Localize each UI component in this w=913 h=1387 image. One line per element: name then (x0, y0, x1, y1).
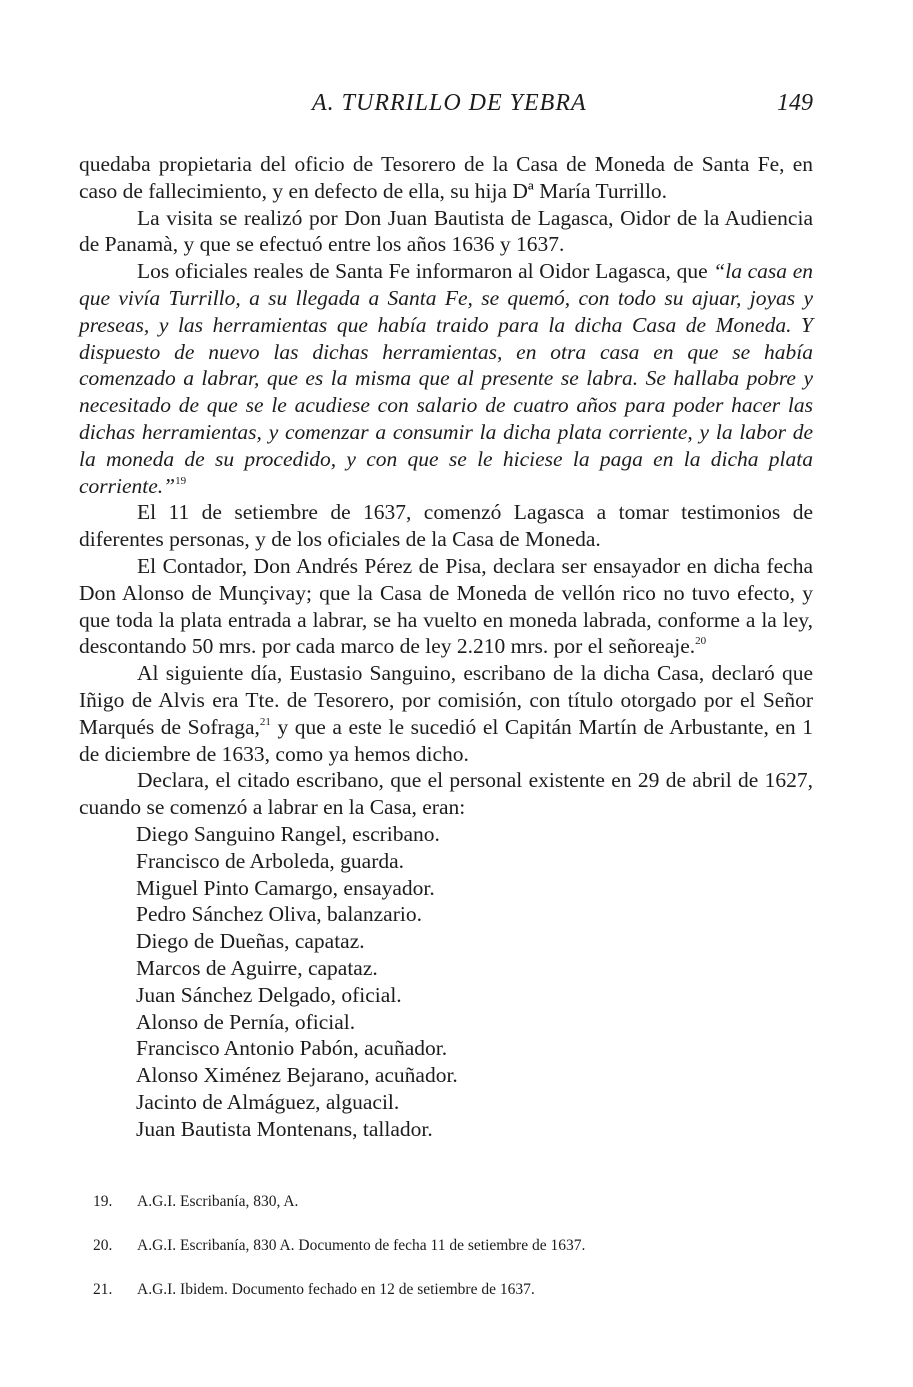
staff-item: Jacinto de Almáguez, alguacil. (136, 1089, 400, 1114)
footnote-21 (93, 1281, 813, 1325)
paragraph-4: El 11 de setiembre de 1637, comenzó Lagasca a tomar testimonios de diferentes personas, y de los oficiales de la Casa de Moneda. (79, 500, 813, 552)
footnote-ref-20: 20 (695, 635, 707, 648)
page-number: 149 (777, 90, 813, 116)
staff-item: Miguel Pinto Camargo, ensayador. (136, 875, 435, 900)
staff-item: Pedro Sánchez Oliva, balanzario. (136, 902, 422, 927)
footnote-text: A.G.I. Escribanía, 830, A. (137, 1193, 299, 1210)
staff-list (79, 821, 813, 1143)
footnote-20 (93, 1237, 813, 1281)
staff-item: Juan Sánchez Delgado, oficial. (136, 982, 402, 1007)
staff-item: Francisco de Arboleda, guarda. (136, 848, 405, 873)
paragraph-6-text-b: y que a este le sucedió el Capitán Martín de Arbustante, en 1 de diciembre de 1633, como ya hemos dicho. (79, 714, 814, 766)
footnote-number: 20. (93, 1237, 113, 1254)
footnotes (93, 1193, 813, 1325)
paragraph-2: La visita se realizó por Don Juan Bautista de Lagasca, Oidor de la Audiencia de Panamà, y que se efectuó entre los años 1636 y 1637. (79, 205, 813, 257)
archival-quote: “la casa en que vivía Turrillo, a su llegada a Santa Fe, se quemó, con todo su ajuar, joyas y preseas, y las herramientas que había traido para la dicha Casa de Moneda. Y dispuesto de nuevo las dichas herramientas, en otra casa en que se había comenzado a labrar, que es la misma que al presente se labra. Se hallaba pobre y necesitado de que se le acudiese con salario de cuatro años para poder hacer las dichas herramientas, y comenzar a consumir la dicha plata corriente, y la labor de la moneda de su procedido, y con que se le hiciese la paga en la dicha plata corriente.” (79, 259, 813, 498)
paragraph-1: quedaba propietaria del oficio de Tesorero de la Casa de Moneda de Santa Fe, en caso de fallecimiento, y en defecto de ella, su hija Dª María Turrillo. (79, 152, 813, 203)
running-title: A. TURRILLO DE YEBRA (312, 90, 587, 116)
staff-item: Francisco Antonio Pabón, acuñador. (136, 1036, 448, 1061)
staff-item: Marcos de Aguirre, capataz. (136, 955, 378, 980)
staff-item: Diego de Dueñas, capataz. (136, 929, 365, 954)
paragraph-3-intro: Los oficiales reales de Santa Fe informaron al Oidor Lagasca, que (137, 259, 714, 284)
paragraph-7: Declara, el citado escribano, que el personal existente en 29 de abril de 1627, cuando se comenzó a labrar en la Casa, eran: (79, 768, 813, 820)
paragraph-6 (79, 660, 813, 767)
footnote-text: A.G.I. Escribanía, 830 A. Documento de fecha 11 de setiembre de 1637. (137, 1237, 586, 1254)
footnote-19 (93, 1193, 813, 1237)
staff-item: Alonso Ximénez Bejarano, acuñador. (136, 1063, 458, 1088)
staff-item: Alonso de Pernía, oficial. (136, 1009, 356, 1034)
footnote-text: A.G.I. Ibidem. Documento fechado en 12 de setiembre de 1637. (137, 1281, 535, 1298)
staff-item: Juan Bautista Montenans, tallador. (136, 1116, 433, 1141)
paragraph-5 (79, 553, 813, 660)
main-text (79, 151, 813, 1142)
paragraph-5-text: El Contador, Don Andrés Pérez de Pisa, declara ser ensayador en dicha fecha Don Alonso de Munçivay; que la Casa de Moneda de vellón rico no tuvo efecto, y que toda la plata entrada a labrar, se ha vuelto en moneda labrada, conforme a la ley, descontando 50 mrs. por cada marco de ley 2.210 mrs. por el señoreaje. (79, 553, 813, 659)
footnote-number: 19. (93, 1193, 113, 1210)
footnote-ref-19: 19 (175, 474, 187, 487)
footnote-number: 21. (93, 1281, 113, 1298)
staff-item: Diego Sanguino Rangel, escribano. (136, 821, 440, 846)
footnote-ref-21: 21 (259, 715, 271, 728)
paragraph-6-text-a: Al siguiente día, Eustasio Sanguino, escribano de la dicha Casa, declaró que Iñigo de Alvis era Tte. de Tesorero, por comisión, con título otorgado por el Señor Marqués de Sofraga, (79, 661, 813, 739)
paragraph-3 (79, 258, 813, 499)
page-header (80, 90, 813, 122)
